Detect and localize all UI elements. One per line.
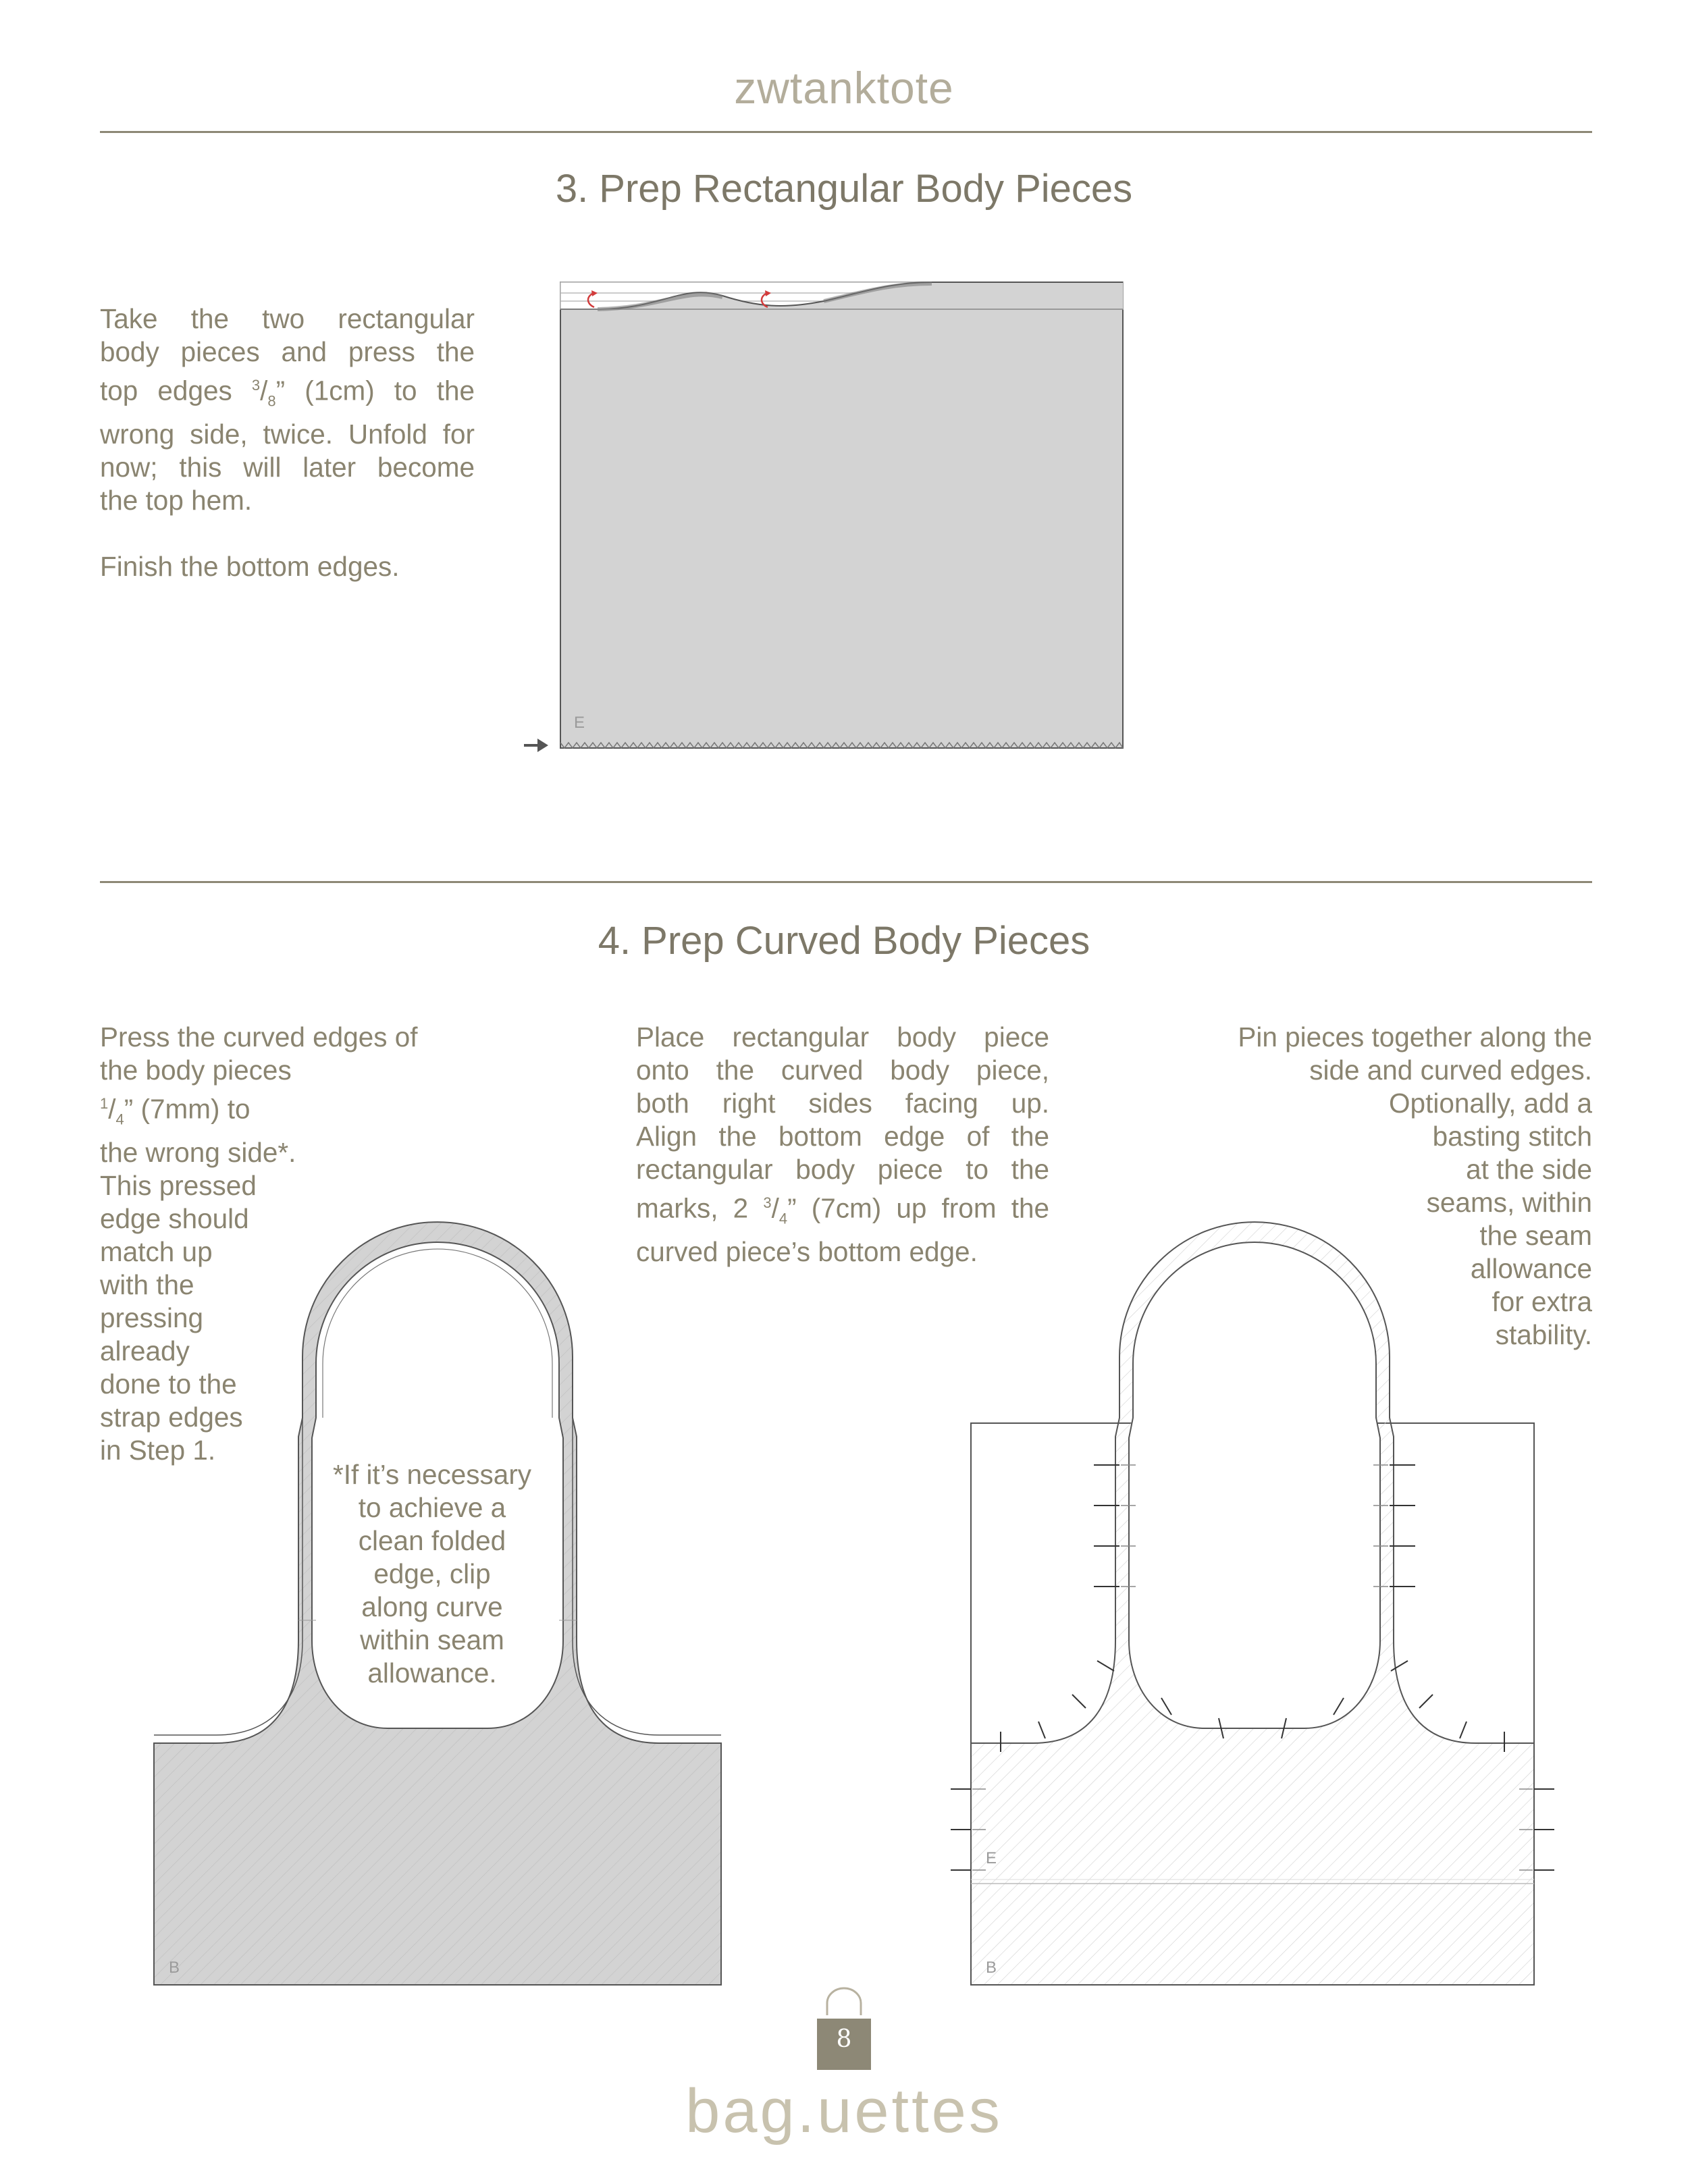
col1-line: in Step 1. [100,1434,216,1466]
col1-line: with the [100,1269,194,1300]
footnote-line: allowance. [367,1657,497,1688]
col1-line: already [100,1335,190,1366]
col3-line: at the side [1466,1154,1592,1185]
col1-line: Press the curved edges of [100,1021,418,1053]
section4-col3-instructions [1148,1021,1592,1352]
footnote-line: edge, clip [373,1558,491,1589]
col2-line: Align the bottom edge of the [636,1121,1049,1152]
header-divider [100,131,1592,133]
footnote-line: along curve [361,1591,503,1622]
header-logo: zwtanktote [734,63,954,113]
col3-line: Pin pieces together along the [1238,1021,1592,1053]
col3-line: stability. [1495,1319,1592,1350]
col2-line: onto the curved body piece, [636,1055,1049,1086]
page-number: 8 [836,2025,852,2053]
col1-line: strap edges [100,1401,243,1433]
footer-logo: bag.uettes [685,2077,1003,2146]
col3-line: for extra [1492,1286,1592,1317]
footnote-line: *If it’s necessary [332,1459,532,1490]
col3-line: allowance [1470,1253,1592,1284]
col1-line: the wrong side*. [100,1136,296,1168]
section3-title: 3. Prep Rectangular Body Pieces [555,167,1133,211]
col1-line: pressing [100,1302,204,1333]
col1-line: match up [100,1235,213,1267]
footnote-line: to achieve a [358,1492,506,1523]
section3-line: top edges $^3/_8$” (1cm) to the [100,375,475,410]
col1-line: edge should [100,1202,249,1234]
arrow-right-icon [524,739,548,752]
piece-label-e: E [986,1849,997,1867]
section3-line: body pieces and press the [100,336,475,367]
col2-line: both right sides facing up. [636,1088,1049,1119]
col1-line: done to the [100,1368,237,1400]
col1-line: the body pieces [100,1055,292,1086]
section3-line: Take the two rectangular [100,303,475,334]
clipping-footnote [317,1458,547,1690]
col2-line: marks, 2 $^3/_4$” (7cm) up from the [636,1192,1049,1227]
section-divider [100,881,1592,883]
col2-line: rectangular body piece to the [636,1154,1049,1185]
section3-line: wrong side, twice. Unfold for [100,418,475,450]
footnote-line: clean folded [358,1525,506,1556]
piece-label-b: B [986,1959,997,1977]
section4-col2-instructions [636,1021,1049,1269]
section3-instructions [100,302,475,583]
section4-title: 4. Prep Curved Body Pieces [598,919,1090,963]
col2-line: Place rectangular body piece [636,1021,1049,1053]
col2-line: curved piece’s bottom edge. [636,1235,978,1267]
col1-line: $^1/_4$” (7mm) to [100,1093,250,1128]
rectangular-body-piece-diagram [513,277,1134,756]
piece-label-e: E [574,714,585,732]
section4-col1-instructions [100,1021,478,1467]
section3-line: now; this will later become [100,451,475,483]
footnote-line: within seam [360,1624,504,1655]
section3-line: the top hem. [100,484,253,516]
col3-line: seams, within [1426,1187,1592,1218]
col3-line: basting stitch [1432,1121,1592,1152]
col3-line: side and curved edges. [1309,1055,1592,1086]
section3-line-finish: Finish the bottom edges. [100,550,400,582]
col3-line: the seam [1479,1220,1592,1251]
piece-label-b: B [169,1959,180,1977]
col3-line: Optionally, add a [1389,1088,1592,1119]
col1-line: This pressed [100,1169,257,1201]
